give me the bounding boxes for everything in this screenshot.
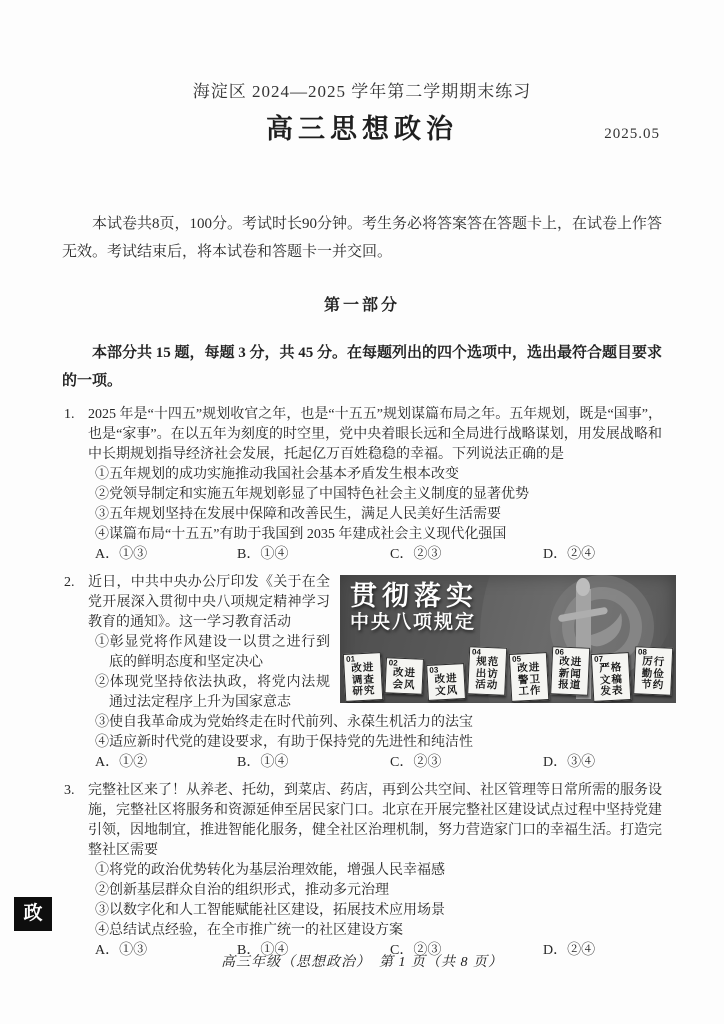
question-2-item-4: ④适应新时代党的建设要求，有助于保持党的先进性和纯洁性: [95, 735, 473, 750]
question-3-item-3: ③以数字化和人工智能赋能社区建设，拓展技术应用场景: [95, 903, 445, 918]
question-1-choice-b: B．①④: [237, 547, 289, 562]
question-2-item-1: ①彰显党将作风建设一以贯之进行到底的鲜明态度和坚定决心: [95, 635, 330, 670]
question-1-number: 1.: [64, 407, 75, 422]
question-3-item-1: ①将党的政治优势转化为基层治理效能，增强人民幸福感: [95, 863, 445, 878]
question-2-choice-c: C．②③: [390, 755, 442, 770]
question-3-number: 3.: [64, 783, 75, 798]
question-3-item-2: ②创新基层群众自治的组织形式，推动多元治理: [95, 883, 389, 898]
question-2-choice-a: A．①②: [95, 755, 148, 770]
question-2-stem: [62, 573, 662, 633]
figure-card-06: 06 改进 新闻 报道: [550, 646, 590, 695]
question-2-choice-b: B．①④: [237, 755, 289, 770]
figure-title-line2: 中央八项规定: [350, 612, 477, 633]
question-1: [62, 405, 662, 565]
figure-card-01: 01 改进 调查 研究: [343, 652, 384, 701]
subject-side-badge: 政: [14, 897, 52, 931]
question-3-stem-text: 完整社区来了！从养老、托幼，到菜店、药店，再到公共空间、社区管理等日常所需的服务设施，完整社区将服务和资源延伸至居民家门口。北京在开展完整社区建设试点过程中坚持党建引领，因地制宜，推进智能化服务，健全社区治理机制，努力营造家门口的幸福生活。打造完整社区需要: [88, 783, 662, 858]
question-1-choice-d: D．②④: [543, 547, 596, 562]
exam-date: 2025.05: [604, 126, 660, 142]
question-1-item-4: ④谋篇布局“十五五”有助于我国到 2035 年建成社会主义现代化强国: [95, 527, 507, 542]
question-2: [62, 573, 666, 773]
figure-card-row: [344, 646, 672, 700]
question-1-choices: [62, 545, 662, 565]
exam-header-title: 海淀区 2024—2025 学年第二学期期末练习: [192, 82, 532, 101]
question-3-item-4: ④总结试点经验，在全市推广统一的社区建设方案: [95, 923, 403, 938]
question-3-choice-d: D．②④: [543, 943, 596, 958]
figure-card-05: 05 改进 警卫 工作: [508, 652, 549, 701]
question-1-stem: [62, 405, 662, 465]
question-2-choices: [62, 753, 662, 773]
question-1-choice-a: A．①③: [95, 547, 148, 562]
figure-card-04: 04 规范 出访 活动: [467, 646, 507, 695]
figure-card-08: 08 厉行 勤俭 节约: [633, 646, 673, 695]
question-3-choice-c: C．②③: [390, 943, 442, 958]
question-2-number: 2.: [64, 575, 75, 590]
question-1-item-2: ②党领导制定和实施五年规划彰显了中国特色社会主义制度的显著优势: [95, 487, 529, 502]
part1-heading: 第一部分: [323, 297, 400, 314]
question-2-item-2: ②体现党坚持依法执政，将党内法规通过法定程序上升为国家意志: [95, 675, 330, 710]
question-1-item-1: ①五年规划的成功实施推动我国社会基本矛盾发生根本改变: [95, 467, 459, 482]
question-list: [62, 405, 666, 961]
page-footer: 高三年级（思想政治） 第 1 页（共 8 页）: [221, 955, 503, 970]
figure-card-03: 03 改进 文风: [426, 663, 466, 701]
question-2-stem-text: 近日，中共中央办公厅印发《关于在全党开展深入贯彻中央八项规定精神学习教育的通知》。这一学习教育活动: [88, 575, 330, 630]
subject-row: [62, 110, 662, 150]
question-2-item-3: ③使自我革命成为党始终走在时代前列、永葆生机活力的法宝: [95, 715, 473, 730]
figure-card-02: 02 改进 会风: [385, 657, 425, 695]
exam-instructions: 本试卷共8页，100分。考试时长90分钟。考生务必将答案答在答题卡上，在试卷上作答无效。考试结束后，将本试卷和答题卡一并交回。: [62, 216, 663, 260]
question-1-stem-text: 2025 年是“十四五”规划收官之年，也是“十五五”规划谋篇布局之年。五年规划，既是“国事”，也是“家事”。在以五年为刻度的时空里，党中央着眼长远和全局进行战略谋划，用发展战略和中长期规划指导经济社会发展，托起亿万百姓稳稳的幸福。下列说法正确的是: [88, 407, 662, 462]
question-1-item-3: ③五年规划坚持在发展中保障和改善民生，满足人民美好生活需要: [95, 507, 501, 522]
question-3: [62, 781, 662, 961]
subject-title: 高三思想政治: [266, 114, 458, 144]
question-2-choice-d: D．③④: [543, 755, 596, 770]
question-3-choice-a: A．①③: [95, 943, 148, 958]
figure-card-07: 07 严格 文稿 发表: [591, 652, 632, 701]
part1-intro: 本部分共 15 题，每题 3 分，共 45 分。在每题列出的四个选项中，选出最符合题目要求的一项。: [62, 345, 663, 389]
question-1-choice-c: C．②③: [390, 547, 442, 562]
question-3-choice-b: B．①④: [237, 943, 289, 958]
question-3-stem: [62, 781, 662, 861]
figure-title-line1: 贯彻落实: [350, 581, 478, 611]
